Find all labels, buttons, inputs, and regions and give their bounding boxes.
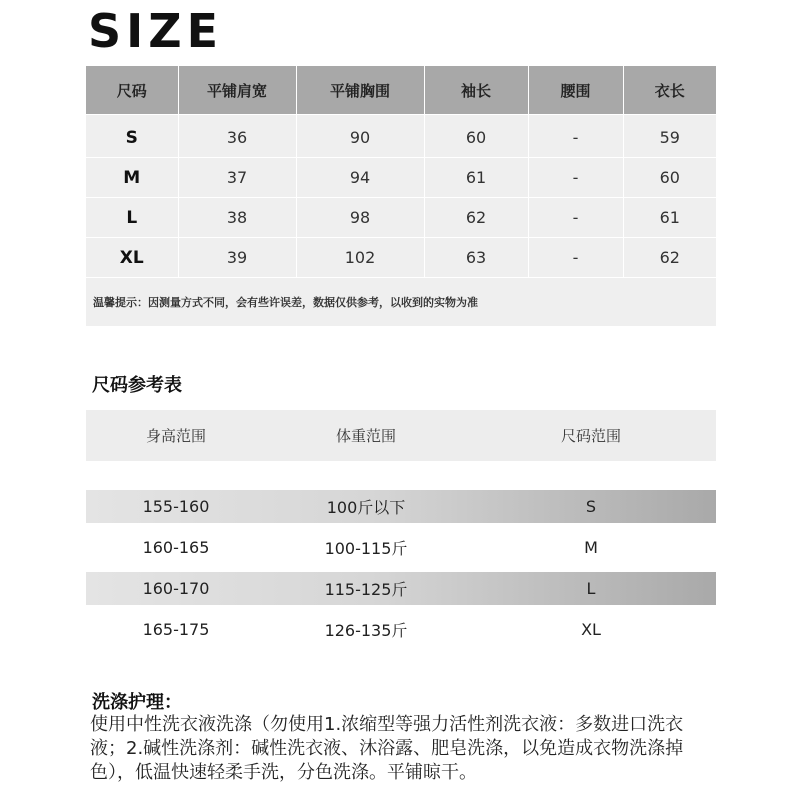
cell-chest: 102 [296,238,424,278]
cell-sleeve: 61 [424,158,528,198]
header-height-range: 身高范围 [145,427,206,445]
cell-waist: - [528,238,623,278]
list-item [86,531,716,564]
table-row [86,115,716,158]
height-range: 155-160 [142,497,210,516]
header-waist: 腰围 [528,66,623,115]
weight-range: 100-115斤 [324,539,408,558]
header-length: 衣长 [623,66,716,115]
table-row [86,158,716,198]
note-row [86,278,716,327]
cell-chest: 94 [296,158,424,198]
cell-waist: - [528,198,623,238]
header-size-range: 尺码范围 [560,427,621,445]
weight-range: 100斤以下 [326,498,406,517]
table-row [86,238,716,278]
list-item [86,490,716,523]
height-range: 160-170 [142,579,210,598]
header-weight-range: 体重范围 [335,427,396,445]
cell-shoulder: 39 [178,238,296,278]
table-row [86,198,716,238]
header-size: 尺码 [86,66,178,115]
header-chest: 平铺胸围 [296,66,424,115]
cell-length: 60 [623,158,716,198]
cell-size: L [86,198,178,238]
measurement-note: 温馨提示：因测量方式不同，会有些许误差，数据仅供参考，以收到的实物为准 [86,278,716,327]
cell-chest: 90 [296,115,424,158]
cell-sleeve: 60 [424,115,528,158]
cell-sleeve: 63 [424,238,528,278]
header-shoulder: 平铺肩宽 [178,66,296,115]
cell-shoulder: 37 [178,158,296,198]
size-range: S [585,497,597,516]
cell-shoulder: 36 [178,115,296,158]
size-range: XL [581,620,601,639]
cell-shoulder: 38 [178,198,296,238]
size-range: L [586,579,596,598]
cell-sleeve: 62 [424,198,528,238]
reference-header [86,410,716,461]
cell-chest: 98 [296,198,424,238]
cell-length: 61 [623,198,716,238]
cell-waist: - [528,158,623,198]
weight-range: 126-135斤 [324,621,408,640]
header-sleeve: 袖长 [424,66,528,115]
cell-size: M [86,158,178,198]
size-range: M [584,538,598,557]
height-range: 160-165 [142,538,210,557]
cell-waist: - [528,115,623,158]
size-table [86,66,716,326]
size-table-header [86,66,716,115]
cell-length: 62 [623,238,716,278]
height-range: 165-175 [142,620,210,639]
care-title: 洗涤护理： [92,692,182,713]
reference-title: 尺码参考表 [92,375,182,396]
cell-length: 59 [623,115,716,158]
care-instructions: 使用中性洗衣液洗涤（勿使用1.浓缩型等强力活性剂洗衣液：多数进口洗衣液；2.碱性洗涤剂：碱性洗衣液、沐浴露、肥皂洗涤，以免造成衣物洗涤掉色），低温快速轻柔手洗，分色洗涤。平铺晾干。 [90,714,684,783]
cell-size: XL [86,238,178,278]
weight-range: 115-125斤 [324,580,408,599]
list-item [86,572,716,605]
page-title: SIZE [88,4,224,58]
cell-size: S [86,115,178,158]
list-item [86,613,716,646]
